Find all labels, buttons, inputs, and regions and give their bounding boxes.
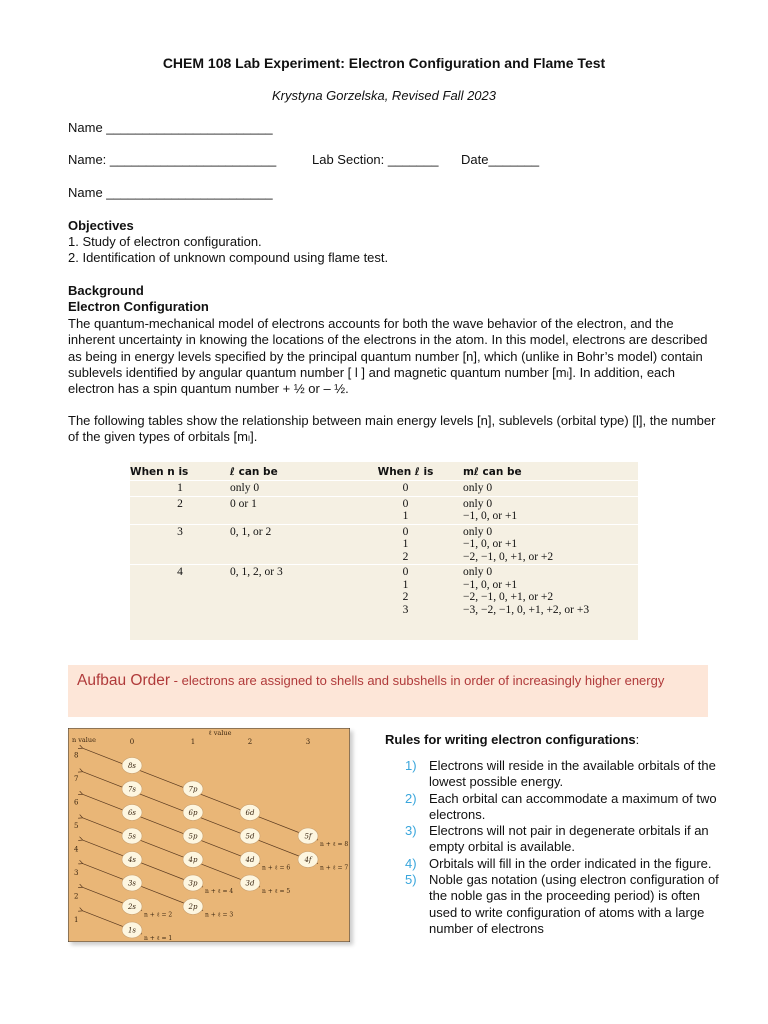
n-tick-label: 1 — [74, 916, 79, 924]
orbital-label: 1s — [127, 926, 137, 935]
quantum-numbers-table — [130, 462, 638, 640]
cell-l-value: 0 — [402, 482, 409, 494]
n-tick-label: 2 — [74, 892, 79, 901]
table-row — [130, 524, 638, 565]
table-row — [130, 565, 638, 618]
diagonal-label: n + ℓ = 8 — [320, 841, 349, 848]
rules-list — [405, 758, 725, 937]
orbital-label: 2p — [188, 903, 198, 911]
col-header-ml: mℓ can be — [463, 466, 522, 478]
orbital-label: 4s — [127, 856, 137, 864]
rules-heading — [385, 732, 639, 747]
n-tick-label: 3 — [74, 869, 79, 877]
orbital-label: 6s — [127, 809, 137, 817]
rule-number: 5) — [405, 872, 417, 888]
lab-section-field[interactable]: Lab Section: _______ — [312, 152, 439, 167]
l-tick-label: 0 — [129, 738, 135, 746]
orbital-label: 5s — [127, 832, 137, 841]
rule-text: Electrons will not pair in degenerate orbitals if an empty orbital is available. — [429, 823, 709, 855]
cell-n: 3 — [177, 525, 183, 538]
col-header-n: When n is — [130, 466, 189, 478]
rule-item — [405, 872, 725, 937]
orbital-label: 3p — [188, 879, 198, 888]
cell-ml-value: −1, 0, or +1 — [463, 578, 518, 591]
rules-heading-colon: : — [635, 732, 640, 747]
name-field-3[interactable]: Name _______________________ — [68, 185, 273, 200]
cell-l — [348, 565, 463, 618]
table-row — [130, 481, 638, 497]
background-heading: Background — [68, 283, 144, 298]
rule-item — [405, 758, 725, 791]
rule-item — [405, 791, 725, 824]
cell-ml — [463, 481, 638, 497]
orbital-label: 5d — [245, 832, 255, 841]
diagonal-label: n + ℓ = 7 — [320, 864, 349, 872]
cell-ml-value: −1, 0, or +1 — [463, 510, 518, 522]
rule-text: Electrons will reside in the available orbitals of the lowest possible energy. — [429, 758, 716, 790]
cell-l-range: 0, 1, or 2 — [230, 525, 272, 538]
rule-text: Each orbital can accommodate a maximum of two electrons. — [429, 790, 717, 822]
n-axis-label: n value — [72, 736, 96, 744]
cell-n: 1 — [177, 482, 183, 494]
cell-n: 2 — [177, 497, 183, 510]
cell-ml-value: −3, −2, −1, 0, +1, +2, or +3 — [463, 603, 590, 616]
aufbau-title: Aufbau Order — [77, 672, 171, 689]
cell-ml — [463, 496, 638, 524]
orbital-label: 4p — [188, 856, 198, 864]
cell-l-range: 0, 1, 2, or 3 — [230, 566, 283, 578]
aufbau-diagram — [68, 728, 350, 942]
l-tick-label: 1 — [190, 738, 196, 746]
rule-number: 2) — [405, 790, 417, 806]
diagonal-label: n + ℓ = 4 — [205, 888, 234, 895]
orbital-label: 3d — [245, 879, 255, 888]
orbital-label: 5f — [304, 832, 312, 841]
rule-text: Noble gas notation (using electron configuration of the noble gas in the proceeding period) is often used to write configuration of atoms with a large number of electrons — [429, 872, 719, 936]
document-author: Krystyna Gorzelska, Revised Fall 2023 — [272, 88, 496, 103]
cell-l-range: only 0 — [230, 482, 260, 494]
background-paragraph: The quantum-mechanical model of electrons accounts for both the wave behavior of the electron, and the inherent uncertainty in knowing the locations of the electrons in the atom. In this model, electrons are described as being in energy levels specified by the principal quantum number [n], which (unlike in Bohr’s model) contain sublevels identified by angular quantum number [ l ] and magnetic quantum number [mₗ]. In addition, each electron has a spin quantum number + ½ or – ½. — [68, 316, 708, 397]
cell-l-value: 0 — [402, 497, 409, 510]
n-tick-label: 8 — [74, 751, 79, 760]
orbital-label: 4d — [245, 856, 255, 864]
date-field[interactable]: Date_______ — [461, 152, 540, 167]
n-tick-label: 4 — [74, 845, 79, 854]
tables-intro-paragraph: The following tables show the relationship between main energy levels [n], sublevels (orbital type) [l], the number of the given types of orbitals [mₗ]. — [68, 413, 716, 445]
cell-l — [348, 496, 463, 524]
rule-number: 3) — [405, 823, 417, 839]
electron-configuration-heading: Electron Configuration — [68, 299, 209, 314]
cell-ml-value: only 0 — [463, 482, 493, 494]
aufbau-callout — [68, 665, 708, 717]
name-field-2[interactable]: Name: _______________________ — [68, 152, 277, 167]
cell-l-range: 0 or 1 — [230, 497, 257, 510]
orbital-label: 6d — [245, 809, 255, 817]
orbital-label: 2s — [127, 903, 137, 911]
rule-item — [405, 823, 725, 856]
cell-ml-value: −2, −1, 0, +1, or +2 — [463, 591, 554, 603]
cell-l-value: 1 — [402, 578, 409, 591]
orbital-label: 7s — [127, 785, 137, 794]
rule-number: 1) — [405, 758, 417, 773]
cell-l-value: 1 — [402, 510, 409, 522]
cell-ml-value: only 0 — [463, 497, 493, 510]
name-field-1[interactable]: Name _______________________ — [68, 120, 273, 135]
orbital-label: 4f — [304, 856, 312, 864]
rule-number: 4) — [405, 855, 417, 871]
cell-ml-value: −1, 0, or +1 — [463, 538, 518, 550]
table-row — [130, 496, 638, 524]
diagonal-label: n + ℓ = 6 — [262, 864, 291, 872]
cell-n: 4 — [177, 566, 183, 578]
l-axis-label: ℓ value — [208, 729, 232, 737]
cell-ml-value: −2, −1, 0, +1, or +2 — [463, 550, 554, 563]
cell-l-value: 2 — [402, 591, 409, 603]
aufbau-diagram-svg — [68, 728, 350, 942]
document-title: CHEM 108 Lab Experiment: Electron Configuration and Flame Test — [162, 55, 606, 71]
cell-l — [348, 524, 463, 565]
rule-text: Orbitals will fill in the order indicated in the figure. — [429, 855, 712, 871]
cell-ml — [463, 524, 638, 565]
diagonal-label: n + ℓ = 3 — [205, 911, 234, 919]
orbital-label: 3s — [127, 879, 137, 888]
col-header-l-range: ℓ can be — [230, 466, 278, 478]
cell-ml — [463, 565, 638, 618]
diagonal-label: n + ℓ = 1 — [144, 935, 173, 942]
cell-l — [348, 481, 463, 497]
orbital-label: 7p — [188, 785, 198, 794]
rules-heading-text: Rules for writing electron configurations — [385, 732, 636, 747]
n-tick-label: 5 — [74, 822, 79, 830]
n-tick-label: 6 — [74, 798, 79, 807]
diagonal-label: n + ℓ = 5 — [262, 888, 291, 895]
l-tick-label: 3 — [305, 738, 311, 746]
objective-item: 2. Identification of unknown compound using flame test. — [68, 250, 389, 265]
cell-l-value: 0 — [402, 525, 409, 538]
cell-l-value: 3 — [402, 603, 409, 616]
rule-item — [405, 856, 725, 872]
n-tick-label: 7 — [74, 775, 79, 783]
cell-l-value: 1 — [402, 538, 409, 550]
aufbau-description: - electrons are assigned to shells and subshells in order of increasingly higher energy — [170, 673, 665, 688]
objectives-heading: Objectives — [68, 218, 134, 233]
cell-l-value: 0 — [402, 566, 409, 578]
cell-l-value: 2 — [402, 550, 409, 563]
diagonal-label: n + ℓ = 2 — [144, 911, 173, 919]
orbital-label: 8s — [127, 762, 137, 770]
col-header-l: When ℓ is — [377, 466, 434, 478]
cell-ml-value: only 0 — [463, 566, 493, 578]
cell-ml-value: only 0 — [463, 525, 493, 538]
orbital-label: 5p — [188, 832, 198, 841]
l-tick-label: 2 — [247, 738, 253, 746]
orbital-label: 6p — [188, 809, 198, 817]
objective-item: 1. Study of electron configuration. — [68, 234, 262, 249]
